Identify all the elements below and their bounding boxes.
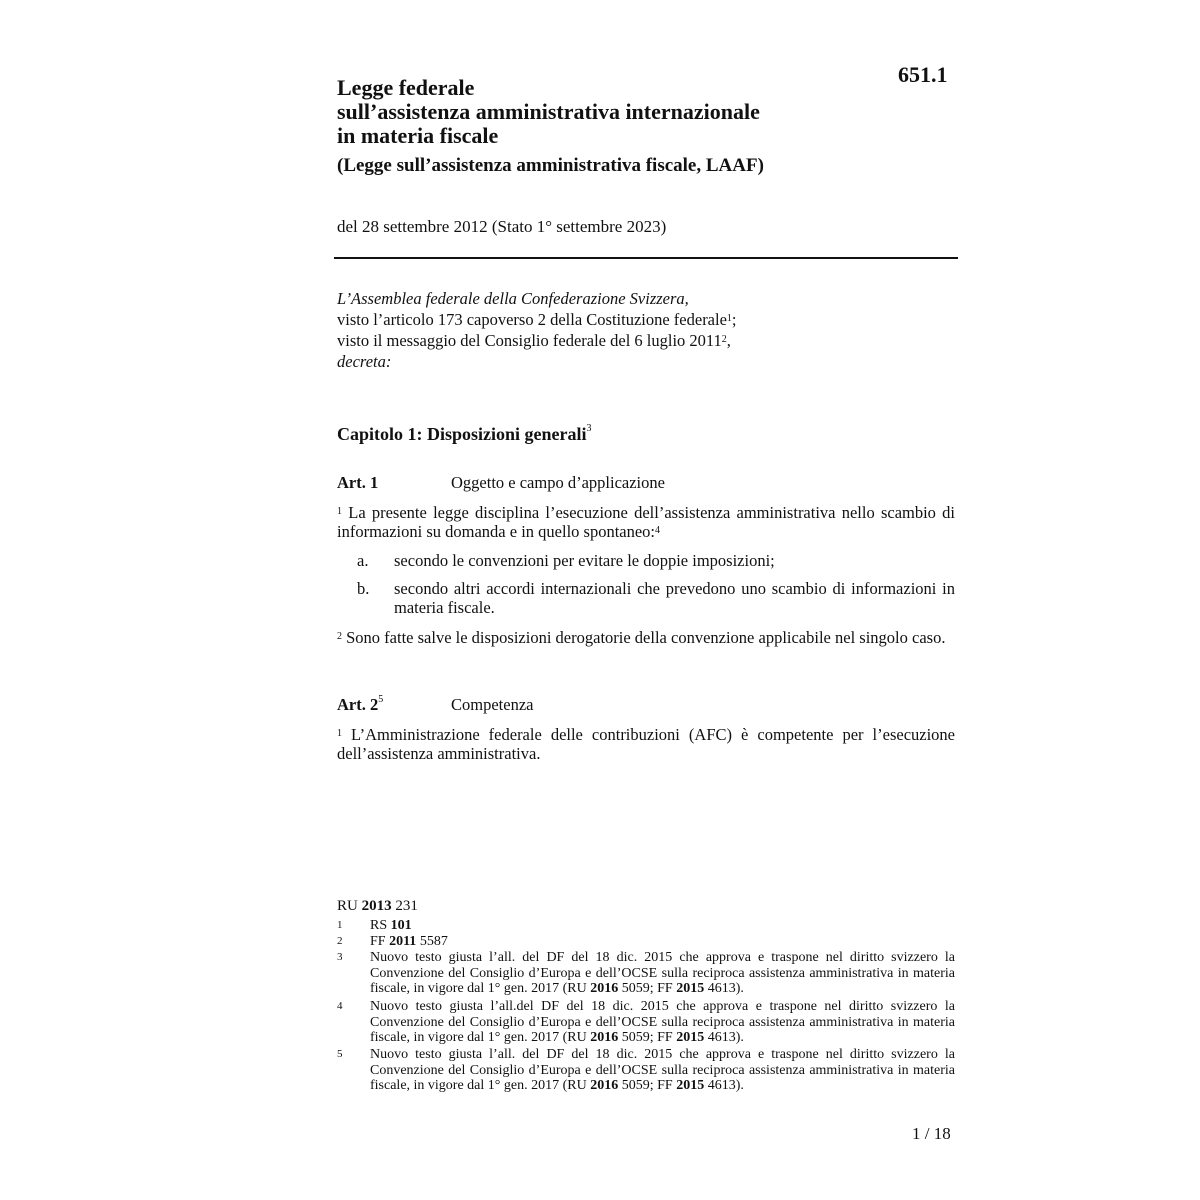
sr-number: 651.1	[898, 62, 948, 87]
preamble	[337, 288, 737, 372]
law-title-line-3: in materia fiscale	[337, 123, 499, 148]
preamble-visto-1: visto l’articolo 173 capoverso 2 della Costituzione federale$^1$;	[337, 310, 737, 329]
law-short-title: (Legge sull’assistenza amministrativa fiscale, LAAF)	[337, 155, 764, 176]
ru-reference: RU 2013 231	[337, 898, 418, 914]
footnote-3: 3 Nuovo testo giusta l’all. del DF del 18 dic. 2015 che approva e traspone nel diritto svizzero la Convenzione del Consiglio d’Europa e dell’OCSE sulla reciproca assistenza amministrativa in materia fiscale, in vigore dal 1° gen. 2017 (RU 2016 5059; FF 2015 4613).	[337, 950, 955, 996]
law-title-line-2: sull’assistenza amministrativa internazionale	[337, 99, 760, 124]
law-date: del 28 settembre 2012 (Stato 1° settembre 2023)	[337, 217, 667, 236]
footnote-1: 1 RS 101	[337, 918, 412, 933]
law-title	[337, 76, 760, 148]
preamble-assembly: L’Assemblea federale della Confederazione Svizzera,	[337, 289, 689, 308]
page-number: 1 / 18	[912, 1124, 951, 1143]
article-1-title: Oggetto e campo d’applicazione	[451, 473, 665, 492]
footnote-4: 4 Nuovo testo giusta l’all.del DF del 18 dic. 2015 che approva e traspone nel diritto svizzero la Convenzione del Consiglio d’Europa e dell’OCSE sulla reciproca assistenza amministrativa in materia fiscale, in vigore dal 1° gen. 2017 (RU 2016 5059; FF 2015 4613).	[337, 999, 955, 1045]
preamble-visto-2: visto il messaggio del Consiglio federale del 6 luglio 2011$^2$,	[337, 331, 731, 350]
footnote-ref-4[interactable]: 4	[655, 525, 661, 536]
article-1-paragraph-2: $^2$ Sono fatte salve le disposizioni derogatorie della convenzione applicabile nel singolo caso.	[337, 628, 946, 647]
article-1-item-a: a. secondo le convenzioni per evitare le doppie imposizioni;	[357, 551, 775, 570]
article-2-heading	[337, 695, 533, 715]
footnote-ref-3[interactable]: 3	[586, 423, 592, 434]
header-divider	[334, 257, 958, 259]
article-2-number: Art. $2^5$	[337, 694, 384, 714]
article-1-item-b: b. secondo altri accordi internazionali che prevedono uno scambio di informazioni in materia fiscale.	[357, 579, 955, 617]
chapter-heading: Capitolo 1: Disposizioni generali$^3$	[337, 423, 592, 444]
footnote-ref-1[interactable]: 1	[726, 313, 732, 324]
law-title-line-1: Legge federale	[337, 75, 475, 100]
article-1-number: Art. 1	[337, 473, 379, 492]
article-1-paragraph-1: $^1$ La presente legge disciplina l’esecuzione dell’assistenza amministrativa nello scambio di informazioni su domanda e in quello spontaneo:$^4$	[337, 503, 955, 541]
footnote-5: 5 Nuovo testo giusta l’all. del DF del 18 dic. 2015 che approva e traspone nel diritto svizzero la Convenzione del Consiglio d’Europa e dell’OCSE sulla reciproca assistenza amministrativa in materia fiscale, in vigore dal 1° gen. 2017 (RU 2016 5059; FF 2015 4613).	[337, 1047, 955, 1093]
article-2-paragraph-1: $^1$ L’Amministrazione federale delle contribuzioni (AFC) è competente per l’esecuzione dell’assistenza amministrativa.	[337, 725, 955, 763]
article-2-title: Competenza	[451, 695, 534, 714]
footnote-ref-2[interactable]: 2	[721, 334, 727, 345]
footnote-ref-5[interactable]: 5	[378, 694, 384, 705]
footnote-2: 2 FF 2011 5587	[337, 934, 448, 949]
article-1-heading	[337, 473, 665, 493]
preamble-decreta: decreta:	[337, 352, 392, 371]
